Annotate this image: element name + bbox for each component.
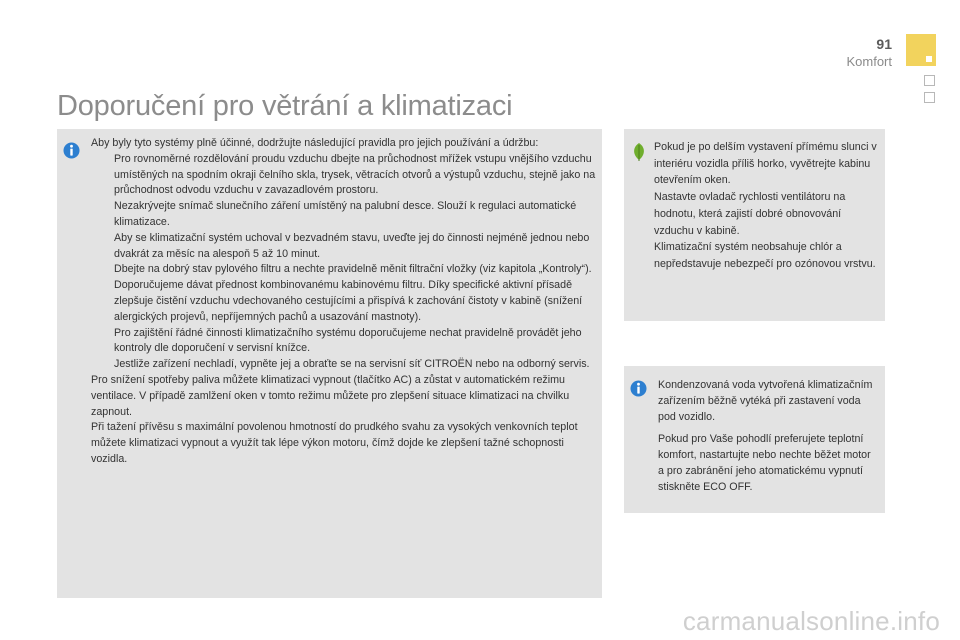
bullet-text: Pro zajištění řádné činnosti klimatizačního systému doporučujeme nechat pravidelně provádět jeho kontroly dle doporučení v servisní knížce.	[114, 326, 582, 355]
eco-text	[654, 139, 880, 273]
list-item	[91, 231, 599, 263]
info-paragraph: Kondenzovaná voda vytvořená klimatizačním zařízením běžně vytéká při zastavení voda pod vozidlo.	[658, 379, 873, 423]
list-item	[91, 357, 599, 373]
chapter-tab	[906, 34, 936, 66]
info-icon	[63, 142, 80, 159]
bullet-text: Nezakrývejte snímač slunečního záření umístěný na palubní desce. Slouží k regulaci automatické klimatizace.	[114, 200, 577, 228]
tab-marker	[926, 56, 932, 62]
list-item	[91, 326, 599, 358]
bullet-text: Dbejte na dobrý stav pylového filtru a nechte pravidelně měnit filtrační vložky (viz kapitola „Kontroly“).	[114, 263, 592, 276]
eco-paragraph: Nastavte ovladač rychlosti ventilátoru na hodnotu, která zajistí dobré obnovování vzduchu v kabině.	[654, 191, 846, 237]
closing-paragraphs	[91, 373, 599, 468]
bullet-text: Aby se klimatizační systém uchoval v bezvadném stavu, uveďte jej do činnosti nejméně jednou nebo dvakrát za měsíc na alespoň 5 až 10 minut.	[114, 231, 590, 260]
list-item	[91, 152, 599, 199]
bullet-text: Pro rovnoměrné rozdělování proudu vzduchu dbejte na průchodnost mřížek vstupu vnějšího vzduchu umístěných na spodním okraji čelního skla, trysek, větracích otvorů a výstupů vzduchu, stejně jako na průchodnost odvodu vzduchu v zavazadlovém prostoru.	[114, 152, 596, 197]
eco-leaf-icon	[630, 142, 648, 162]
section-name: Komfort	[846, 54, 892, 69]
info-icon	[630, 380, 647, 397]
condensation-text	[658, 378, 876, 496]
bullet-list	[91, 152, 599, 373]
bullet-extra-text: Doporučujeme dávat přednost kombinovanému kabinovému filtru. Díky specifické aktivní přísadě zlepšuje čistění vzduchu vdechovaného cestujícími a přispívá k zachování čistoty v kabině (snížení alergických projevů, nepříjemných pachů a usazování mastnoty).	[114, 279, 583, 323]
info-paragraph: Pokud pro Vaše pohodlí preferujete teplotní komfort, nastartujte nebo nechte běžet motor a pro zabránění jeho atomatickému vypnutí stiskněte ECO OFF.	[658, 433, 871, 493]
body-paragraph: Při tažení přívěsu s maximální povolenou hmotností do prudkého svahu za vysokých venkovních teplot můžete klimatizaci vypnout a využít tak lépe výkon motoru, čímž dojde ke zlepšení tažné schopnosti vozidla.	[91, 421, 578, 465]
eco-paragraph: Klimatizační systém neobsahuje chlór a nepředstavuje nebezpečí pro ozónovou vrstvu.	[654, 241, 876, 270]
page-number: 91	[876, 36, 892, 52]
page-title: Doporučení pro větrání a klimatizaci	[57, 90, 513, 122]
list-item	[91, 199, 599, 231]
intro-text: Aby byly tyto systémy plně účinné, dodržujte následující pravidla pro jejich používání a údržbu:	[91, 137, 539, 149]
main-text	[91, 136, 599, 468]
body-paragraph: Pro snížení spotřeby paliva můžete klimatizaci vypnout (tlačítko AC) a zůstat v automatickém režimu ventilace. V případě zamlžení oken v tomto režimu můžete pro zlepšení situace klimatizaci na chvilku zapnout.	[91, 373, 570, 418]
chapter-marker-square	[924, 92, 935, 103]
watermark: carmanualsonline.info	[682, 606, 940, 636]
list-item	[91, 262, 599, 325]
bullet-text: Jestliže zařízení nechladí, vypněte jej a obraťte se na servisní síť CITROËN nebo na odborný servis.	[114, 358, 590, 371]
chapter-marker-square	[924, 75, 935, 86]
eco-paragraph: Pokud je po delším vystavení přímému slunci v interiéru vozidla příliš horko, vyvětrejte kabinu otevřením oken.	[654, 141, 877, 187]
